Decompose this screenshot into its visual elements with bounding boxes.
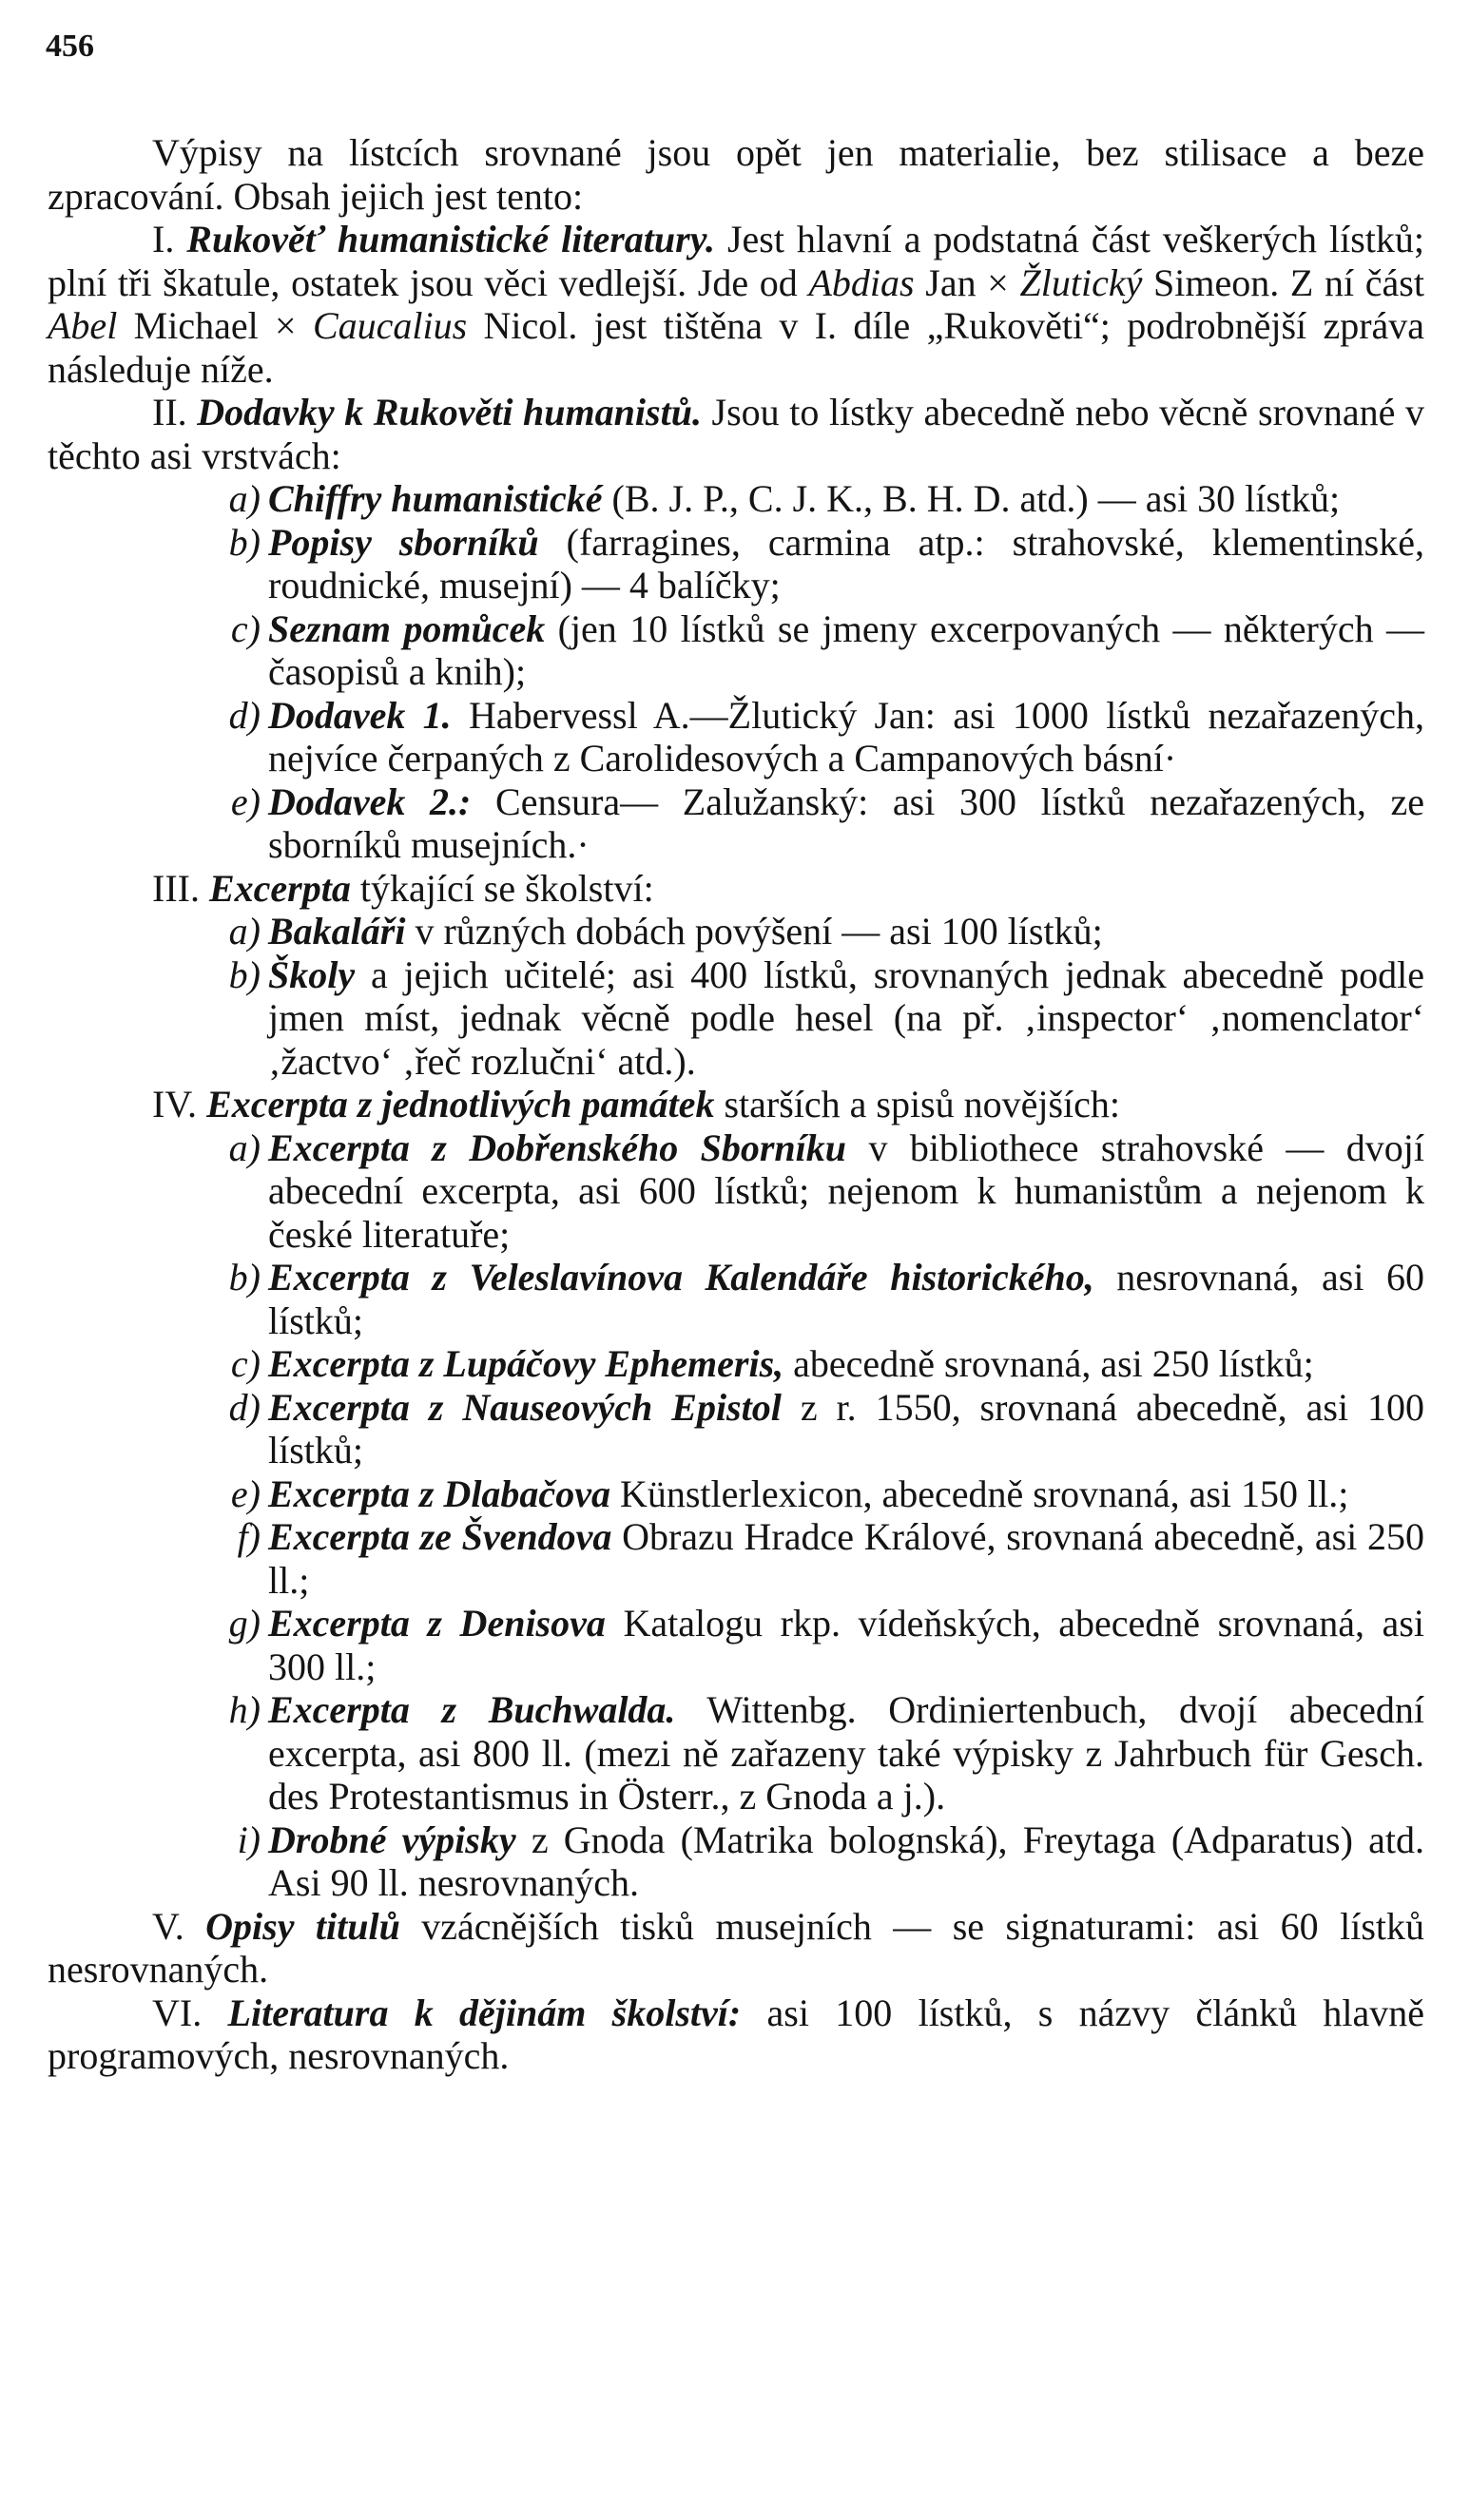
item-text: (jen 10 lístků se jmeny excerpovaných — některých — časopisů a knih);: [268, 606, 1425, 693]
section-2-list: [48, 477, 1424, 867]
list-item: [48, 1386, 1424, 1472]
section-2: [48, 391, 1424, 477]
section-4-list: [48, 1126, 1424, 1905]
list-item: [48, 780, 1424, 867]
section-5-title: Opisy titulů: [205, 1904, 400, 1948]
item-text: Habervessl A.—Žlutický Jan: asi 1000 lístků nezařazených, nejvíce čerpaných z Carolidesových a Campanových básní·: [268, 693, 1424, 779]
item-title: Excerpta z Buchwalda.: [268, 1688, 676, 1731]
page-body: [48, 131, 1424, 2078]
list-item: [48, 1472, 1424, 1516]
section-1-name-zluticky: Žlutický: [1019, 260, 1143, 304]
section-1-text-c: Simeon. Z ní část: [1153, 260, 1424, 304]
item-title: Excerpta z Dobřenského Sborníku: [268, 1125, 847, 1169]
section-3-title: Excerpta: [208, 866, 351, 910]
list-item: [48, 607, 1424, 694]
item-label: a): [228, 1125, 261, 1169]
item-text: v různých dobách povýšení — asi 100 lístků;: [415, 910, 1103, 952]
list-item: [48, 1602, 1424, 1688]
section-2-numeral: II.: [152, 391, 187, 433]
item-text: (farragines, carmina atp.: strahovské, klementinské, roudnické, musejní) — 4 balíčky;: [268, 520, 1425, 606]
section-4-numeral: IV.: [152, 1083, 198, 1125]
intro-paragraph: Výpisy na lístcích srovnané jsou opět jen materialie, bez stilisace a beze zpracování. Obsah jejich jest tento:: [48, 131, 1424, 218]
item-title: Dodavek 1.: [268, 693, 452, 737]
item-label: b): [228, 1256, 261, 1298]
page-number: 456: [46, 29, 94, 64]
item-text: z Gnoda (Matrika bolognská), Freytaga (Adparatus) atd. Asi 90 ll. nesrovnaných.: [268, 1818, 1425, 1904]
item-text: Obrazu Hradce Králové, srovnaná abecedně, asi 250 ll.;: [268, 1515, 1424, 1602]
item-title: Excerpta z Nauseových Epistol: [268, 1385, 782, 1429]
item-label: g): [228, 1602, 261, 1645]
list-item: [48, 1818, 1424, 1905]
section-1-text-a: Jest hlavní a podstatná část veškerých lístků; plní tři škatule, ostatek jsou věci vedlejší. Jde od: [48, 218, 1425, 304]
section-4-text: starších a spisů novějších:: [724, 1083, 1121, 1125]
section-5-text: vzácnějších tisků musejních — se signaturami: asi 60 lístků nesrovnaných.: [48, 1904, 1425, 1991]
item-text: (B. J. P., C. J. K., B. H. D. atd.) — asi 30 lístků;: [611, 477, 1341, 520]
section-5: [48, 1905, 1424, 1991]
section-5-numeral: V.: [152, 1904, 184, 1948]
section-2-title: Dodavky k Rukověti humanistů.: [197, 391, 702, 433]
section-3: [48, 867, 1424, 911]
item-title: Dodavek 2.:: [268, 779, 472, 823]
list-item: [48, 477, 1424, 521]
section-6-title: Literatura k dějinám školství:: [227, 1991, 742, 2034]
list-item: [48, 1515, 1424, 1602]
item-label: h): [228, 1688, 261, 1731]
item-text: z r. 1550, srovnaná abecedně, asi 100 lístků;: [268, 1385, 1425, 1472]
item-title: Školy: [268, 952, 356, 996]
item-label: b): [228, 952, 261, 996]
list-item: [48, 1126, 1424, 1257]
item-label: d): [228, 1385, 261, 1429]
item-label: e): [230, 1472, 261, 1515]
section-1-name-caucalius: Caucalius: [312, 304, 468, 347]
list-item: [48, 953, 1424, 1084]
item-label: i): [237, 1818, 261, 1861]
item-label: c): [230, 1342, 261, 1385]
item-label: d): [228, 693, 261, 737]
item-text: v bibliothece strahovské — dvojí abecední excerpta, asi 600 lístků; nejenom k humanistům a nejenom k české literatuře;: [268, 1125, 1425, 1256]
section-1-text-e: Nicol. jest tištěna v I. díle „Rukověti“; podrobnější zpráva následuje níže.: [48, 304, 1425, 391]
section-1-text-b: Jan ×: [925, 260, 1009, 304]
section-1: [48, 218, 1424, 391]
section-1-title: Rukověť humanistické literatury.: [186, 218, 715, 260]
item-title: Excerpta z Veleslavínova Kalendáře historického,: [268, 1256, 1094, 1298]
section-1-text-d: Michael ×: [133, 304, 297, 347]
section-6: [48, 1991, 1424, 2078]
section-1-name-abel: Abel: [48, 304, 118, 347]
item-text: a jejich učitelé; asi 400 lístků, srovnaných jednak abecedně podle jmen míst, jednak věcně podle hesel (na př. ‚inspector‘ ‚nomenclator‘ ‚žactvo‘ ‚řeč rozlučni‘ atd.).: [268, 952, 1424, 1083]
section-4: [48, 1083, 1424, 1126]
item-title: Excerpta z Dlabačova: [268, 1472, 610, 1515]
item-label: f): [237, 1515, 261, 1558]
item-title: Excerpta z Denisova: [268, 1602, 606, 1645]
list-item: [48, 521, 1424, 607]
section-3-list: [48, 910, 1424, 1083]
section-3-numeral: III.: [152, 866, 200, 910]
item-text: Künstlerlexicon, abecedně srovnaná, asi 150 ll.;: [619, 1472, 1349, 1515]
item-title: Excerpta ze Švendova: [268, 1515, 612, 1558]
item-label: e): [230, 779, 261, 823]
item-text: nesrovnaná, asi 60 lístků;: [268, 1256, 1424, 1342]
list-item: [48, 694, 1424, 780]
item-title: Seznam pomůcek: [268, 606, 546, 650]
section-3-text: týkající se školství:: [359, 866, 654, 910]
item-label: a): [228, 477, 261, 520]
section-6-text: asi 100 lístků, s názvy článků hlavně programových, nesrovnaných.: [48, 1991, 1425, 2077]
item-title: Drobné výpisky: [268, 1818, 516, 1861]
item-title: Chiffry humanistické: [268, 477, 603, 520]
item-text: Wittenbg. Ordiniertenbuch, dvojí abecední excerpta, asi 800 ll. (mezi ně zařazeny také výpisky z Jahrbuch für Gesch. des Protestantismus in Österr., z Gnoda a j.).: [268, 1688, 1425, 1818]
item-label: b): [228, 520, 261, 564]
item-text: Censura— Zalužanský: asi 300 lístků nezařazených, ze sborníků musejních.·: [268, 779, 1425, 866]
item-title: Popisy sborníků: [268, 520, 539, 564]
item-text: Katalogu rkp. vídeňských, abecedně srovnaná, asi 300 ll.;: [268, 1602, 1424, 1688]
item-label: c): [230, 606, 261, 650]
section-2-text: Jsou to lístky abecedně nebo věcně srovnané v těchto asi vrstvách:: [48, 391, 1424, 477]
section-1-numeral: I.: [152, 218, 175, 260]
item-label: a): [228, 910, 261, 952]
section-4-title: Excerpta z jednotlivých památek: [206, 1083, 715, 1125]
item-text: abecedně srovnaná, asi 250 lístků;: [793, 1342, 1314, 1385]
item-title: Bakaláři: [268, 910, 406, 952]
list-item: [48, 1688, 1424, 1818]
list-item: [48, 1342, 1424, 1386]
list-item: [48, 910, 1424, 953]
section-6-numeral: VI.: [152, 1991, 203, 2034]
list-item: [48, 1256, 1424, 1342]
section-1-name-abdias: Abdias: [808, 260, 915, 304]
item-title: Excerpta z Lupáčovy Ephemeris,: [268, 1342, 784, 1385]
